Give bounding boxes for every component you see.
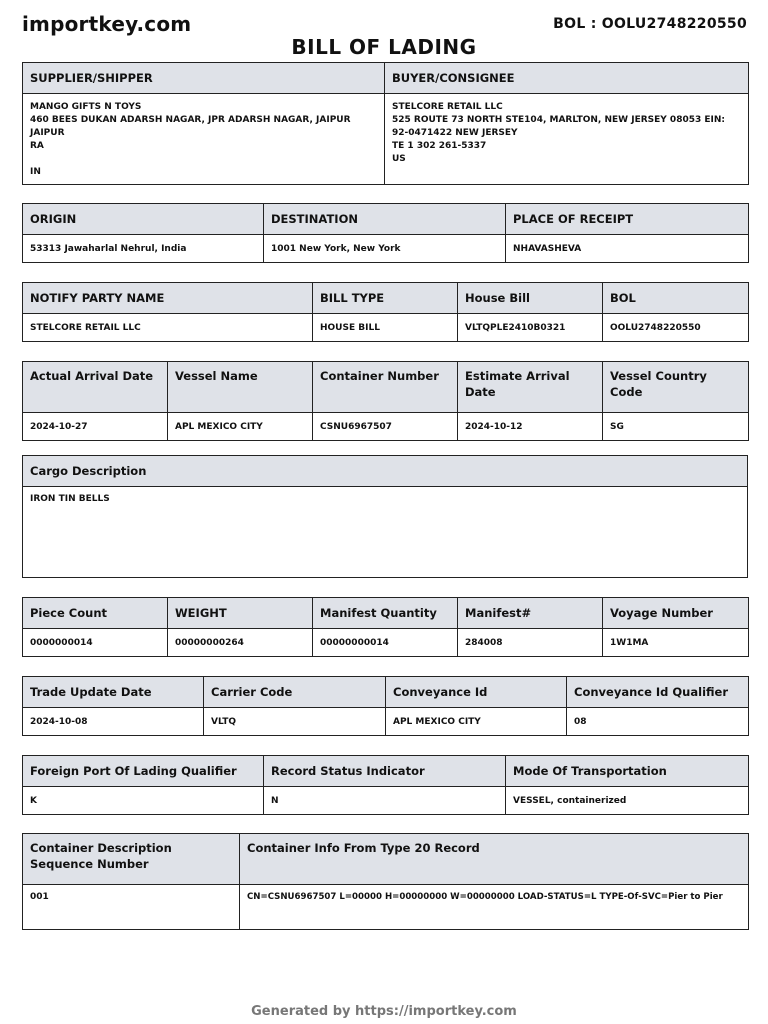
conveyance-id-value: APL MEXICO CITY bbox=[386, 708, 567, 736]
shipper-header: SUPPLIER/SHIPPER bbox=[23, 63, 385, 94]
vessel-country-code-value: SG bbox=[603, 413, 749, 441]
notify-table bbox=[22, 282, 749, 342]
manifest-quantity-value: 00000000014 bbox=[313, 629, 458, 657]
bill-type-header: BILL TYPE bbox=[313, 283, 458, 314]
consignee-address-line: 525 ROUTE 73 NORTH STE104, MARLTON, NEW JERSEY 08053 EIN: bbox=[392, 115, 725, 125]
trade-update-date-header: Trade Update Date bbox=[23, 677, 204, 708]
bill-type-value: HOUSE BILL bbox=[313, 314, 458, 342]
foreign-port-table bbox=[22, 755, 749, 815]
weight-value: 00000000264 bbox=[168, 629, 313, 657]
foreign-port-qualifier-header: Foreign Port Of Lading Qualifier bbox=[23, 756, 264, 787]
piece-count-value: 0000000014 bbox=[23, 629, 168, 657]
place-of-receipt-value: NHAVASHEVA bbox=[506, 235, 749, 263]
trade-table bbox=[22, 676, 749, 736]
origin-header: ORIGIN bbox=[23, 204, 264, 235]
counts-table bbox=[22, 597, 749, 657]
voyage-number-value: 1W1MA bbox=[603, 629, 749, 657]
cargo-description-value: IRON TIN BELLS bbox=[23, 487, 748, 578]
foreign-port-qualifier-value: K bbox=[23, 787, 264, 815]
vessel-name-value: APL MEXICO CITY bbox=[168, 413, 313, 441]
consignee-address-line: 92-0471422 NEW JERSEY bbox=[392, 128, 518, 138]
mode-of-transportation-header: Mode Of Transportation bbox=[506, 756, 749, 787]
vessel-table bbox=[22, 361, 749, 441]
shipper-address-line: RA bbox=[30, 141, 44, 151]
page-title: BILL OF LADING bbox=[291, 35, 477, 59]
weight-header: WEIGHT bbox=[168, 598, 313, 629]
container-number-value: CSNU6967507 bbox=[313, 413, 458, 441]
shipper-name: MANGO GIFTS N TOYS bbox=[30, 102, 142, 112]
parties-table bbox=[22, 62, 749, 185]
vessel-name-header: Vessel Name bbox=[168, 362, 313, 413]
cargo-table bbox=[22, 455, 748, 578]
container-sequence-header: Container Description Sequence Number bbox=[23, 834, 240, 885]
container-info-table bbox=[22, 833, 749, 930]
notify-party-value: STELCORE RETAIL LLC bbox=[23, 314, 313, 342]
manifest-number-value: 284008 bbox=[458, 629, 603, 657]
house-bill-header: House Bill bbox=[458, 283, 603, 314]
manifest-number-header: Manifest# bbox=[458, 598, 603, 629]
container-sequence-value: 001 bbox=[23, 885, 240, 930]
actual-arrival-date-header: Actual Arrival Date bbox=[23, 362, 168, 413]
estimate-arrival-date-header: Estimate Arrival Date bbox=[458, 362, 603, 413]
consignee-address bbox=[385, 94, 749, 185]
bol-value: OOLU2748220550 bbox=[603, 314, 749, 342]
shipper-address-line: 460 BEES DUKAN ADARSH NAGAR, JPR ADARSH NAGAR, JAIPUR JAIPUR bbox=[30, 115, 351, 138]
notify-party-header: NOTIFY PARTY NAME bbox=[23, 283, 313, 314]
carrier-code-header: Carrier Code bbox=[204, 677, 386, 708]
shipper-country: IN bbox=[30, 167, 41, 177]
mode-of-transportation-value: VESSEL, containerized bbox=[506, 787, 749, 815]
conveyance-id-header: Conveyance Id bbox=[386, 677, 567, 708]
consignee-phone: TE 1 302 261-5337 bbox=[392, 141, 487, 151]
cargo-description-header: Cargo Description bbox=[23, 456, 748, 487]
record-status-indicator-header: Record Status Indicator bbox=[264, 756, 506, 787]
destination-header: DESTINATION bbox=[264, 204, 506, 235]
place-of-receipt-header: PLACE OF RECEIPT bbox=[506, 204, 749, 235]
consignee-header: BUYER/CONSIGNEE bbox=[385, 63, 749, 94]
trade-update-date-value: 2024-10-08 bbox=[23, 708, 204, 736]
container-info-header: Container Info From Type 20 Record bbox=[240, 834, 749, 885]
bol-number-label: BOL : OOLU2748220550 bbox=[553, 16, 747, 32]
bol-header: BOL bbox=[603, 283, 749, 314]
conveyance-id-qualifier-header: Conveyance Id Qualifier bbox=[567, 677, 749, 708]
destination-value: 1001 New York, New York bbox=[264, 235, 506, 263]
footer-generated-by: Generated by https://importkey.com bbox=[251, 1004, 517, 1019]
shipper-address bbox=[23, 94, 385, 185]
vessel-country-code-header: Vessel Country Code bbox=[603, 362, 749, 413]
consignee-country: US bbox=[392, 154, 406, 164]
origin-value: 53313 Jawaharlal Nehrul, India bbox=[23, 235, 264, 263]
conveyance-id-qualifier-value: 08 bbox=[567, 708, 749, 736]
container-number-header: Container Number bbox=[313, 362, 458, 413]
route-table bbox=[22, 203, 749, 263]
actual-arrival-date-value: 2024-10-27 bbox=[23, 413, 168, 441]
estimate-arrival-date-value: 2024-10-12 bbox=[458, 413, 603, 441]
record-status-indicator-value: N bbox=[264, 787, 506, 815]
voyage-number-header: Voyage Number bbox=[603, 598, 749, 629]
house-bill-value: VLTQPLE2410B0321 bbox=[458, 314, 603, 342]
site-name: importkey.com bbox=[22, 12, 192, 36]
consignee-name: STELCORE RETAIL LLC bbox=[392, 102, 503, 112]
manifest-quantity-header: Manifest Quantity bbox=[313, 598, 458, 629]
container-info-value: CN=CSNU6967507 L=00000 H=00000000 W=00000000 LOAD-STATUS=L TYPE-Of-SVC=Pier to Pier bbox=[240, 885, 749, 930]
carrier-code-value: VLTQ bbox=[204, 708, 386, 736]
piece-count-header: Piece Count bbox=[23, 598, 168, 629]
